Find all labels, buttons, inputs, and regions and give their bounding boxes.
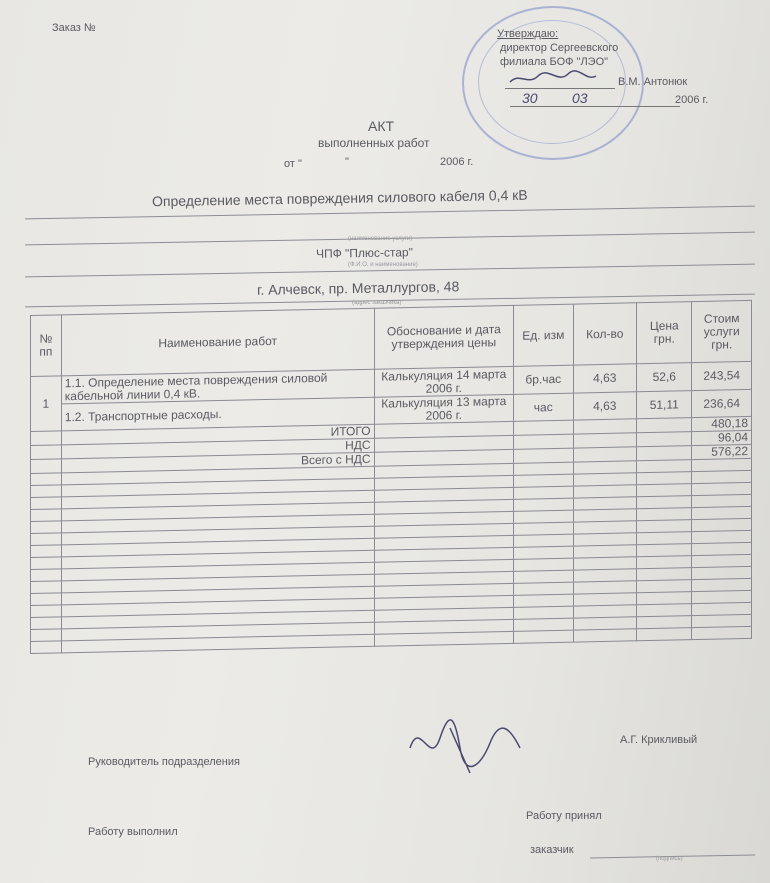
total-value: 480,18 (692, 416, 752, 431)
approval-name: В.М. Антонюк (618, 76, 688, 88)
customer-caption: (Ф.И.О. и наименование) (348, 262, 418, 268)
row-cost: 236,64 (692, 389, 752, 417)
col-header-price: Цена грн. (637, 302, 692, 364)
row-price: 51,11 (637, 391, 692, 419)
col-header-name: Наименование работ (61, 308, 374, 376)
row-name: 1.2. Транспортные расходы. (61, 397, 374, 431)
act-date-year: 2006 г. (440, 156, 474, 168)
approval-day: 30 (522, 90, 538, 106)
col-header-basis: Обоснование и дата утверждения цены (374, 305, 513, 369)
row-basis: Калькуляция 13 марта 2006 г. (374, 394, 513, 424)
row-basis: Калькуляция 14 марта 2006 г. (374, 366, 513, 397)
address-caption: (адрес заказчика) (352, 300, 402, 306)
col-header-num: № пп (31, 315, 62, 377)
approval-year: 2006 г. (675, 94, 709, 106)
row-unit: час (514, 393, 573, 421)
act-date-prefix: от " (284, 158, 302, 170)
row-cost: 243,54 (692, 361, 752, 390)
act-title: АКТ (368, 118, 395, 134)
approval-month: 03 (572, 90, 588, 106)
approval-line1: Утверждаю: (497, 28, 559, 40)
act-subtitle: выполненных работ (318, 136, 430, 150)
service-name: Определение места повреждения силового кабеля 0,4 кВ (151, 186, 528, 210)
approval-line3: филиала БОФ "ЛЭО" (500, 56, 609, 68)
accepted-label: Работу принял (526, 810, 602, 822)
works-table (30, 300, 752, 654)
head-name: А.Г. Крикливый (620, 734, 698, 746)
row-num: 1 (31, 376, 62, 432)
customer-name: ЧПФ "Плюс-стар" (315, 245, 414, 261)
col-header-qty: Кол-во (573, 303, 637, 365)
col-header-cost: Стоим услуги грн. (692, 300, 752, 362)
act-date-mid: " (345, 156, 349, 168)
row-name: 1.1. Определение места повреждения силовой кабельной линии 0,4 кВ. (61, 369, 374, 404)
grand-total-label: Всего с НДС (61, 452, 374, 473)
col-header-unit: Ед. изм (514, 304, 573, 366)
approval-line2: директор Сергеевского (500, 42, 619, 54)
order-label: Заказ № (52, 22, 96, 34)
signature-caption: (подпись) (656, 856, 683, 862)
customer-address: г. Алчевск, пр. Металлургов, 48 (256, 278, 460, 298)
head-label: Руководитель подразделения (88, 756, 240, 768)
customer-label: заказчик (530, 844, 574, 856)
performed-label: Работу выполнил (88, 826, 178, 838)
service-caption: (наименование услуги) (348, 236, 413, 242)
head-signature (400, 708, 540, 778)
director-signature (508, 68, 598, 88)
row-unit: бр.час (514, 365, 573, 394)
row-qty: 4,63 (573, 392, 637, 420)
total-label: ИТОГО (61, 424, 374, 445)
vat-value: 96,04 (692, 430, 752, 445)
row-qty: 4,63 (573, 364, 637, 393)
grand-total-value: 576,22 (692, 444, 752, 459)
vat-label: НДС (61, 438, 374, 459)
row-price: 52,6 (637, 363, 692, 392)
